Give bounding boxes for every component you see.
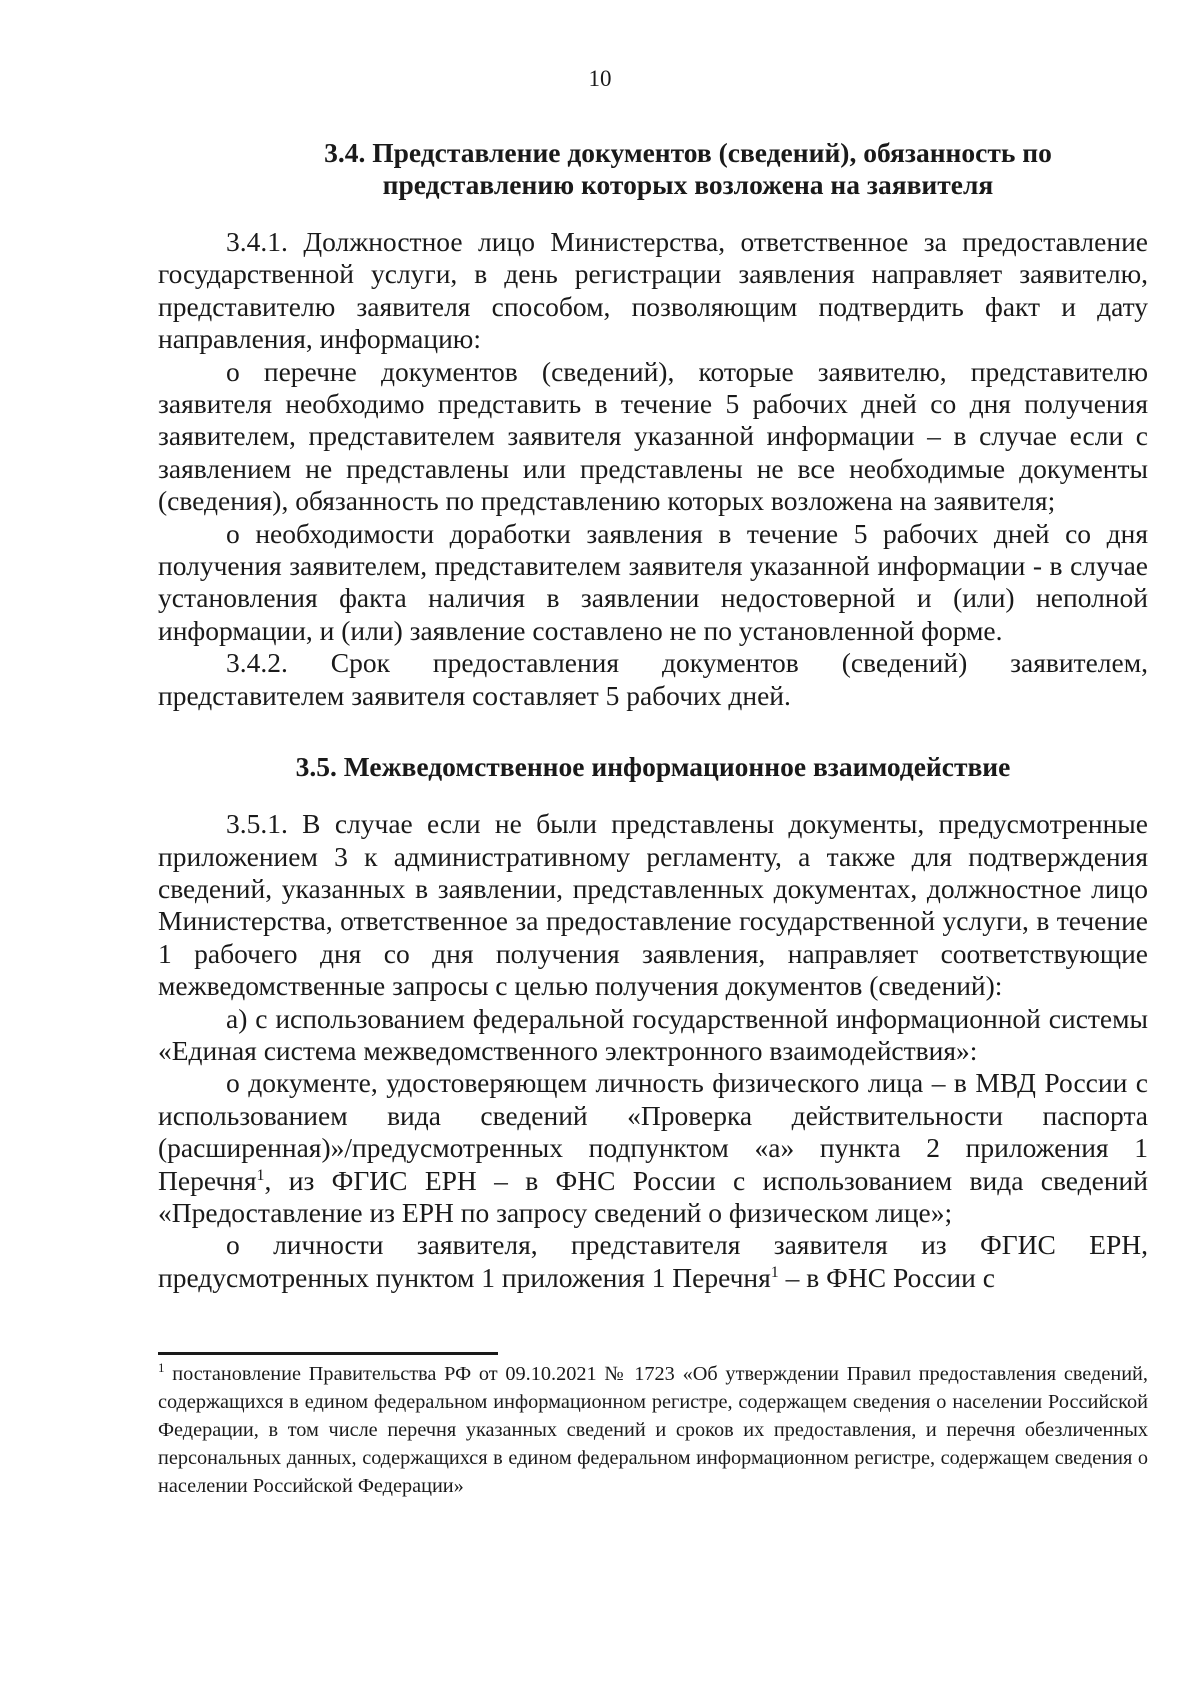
footnote-reference: 1 <box>256 1166 265 1184</box>
paragraph-3-4-1: 3.4.1. Должностное лицо Министерства, ответственное за предоставление государственной услуги, в день регистрации заявления направляет заявителю, представителю заявителя способом, позволяющим подтвердить факт и дату направления, информацию: <box>158 226 1148 355</box>
applicant-identity-text-2: – в ФНС России с <box>778 1261 995 1293</box>
paragraph-smev: а) с использованием федеральной государственной информационной системы «Единая система межведомственного электронного взаимодействия»: <box>158 1002 1148 1066</box>
identity-document-text-2: , из ФГИС ЕРН – в ФНС России с использованием вида сведений «Предоставление из ЕРН по запросу сведений о физическом лице»; <box>158 1164 1148 1228</box>
paragraph-list-documents: о перечне документов (сведений), которые заявителю, представителю заявителя необходимо представить в течение 5 рабочих дней со дня получения заявителем, представителем заявителя указанной информации – в случае если с заявлением не представлены или представлены не все необходимые документы (сведения), обязанность по представлению которых возложена на заявителя; <box>158 355 1148 517</box>
paragraph-applicant-identity <box>158 1229 1148 1294</box>
section-3-5-title: 3.5. Межведомственное информационное взаимодействие <box>295 751 1011 783</box>
section-3-4-title-line2: представлению которых возложена на заявителя <box>382 169 994 200</box>
paragraph-revision: о необходимости доработки заявления в течение 5 рабочих дней со дня получения заявителем, представителем заявителя указанной информации - в случае установления факта наличия в заявлении недостоверной и (или) неполной информации, и (или) заявление составлено не по установленной форме. <box>158 517 1148 646</box>
document-body <box>158 137 1148 1294</box>
footnote-text: постановление Правительства РФ от 09.10.2021 № 1723 «Об утверждении Правил предоставления сведений, содержащихся в едином федеральном информационном регистре, содержащем сведения о населении Российской Федерации, в том числе перечня указанных сведений и сроков их предоставления, и перечня обезличенных персональных данных, содержащихся в едином федеральном информационном регистре, содержащем сведения о населении Российской Федерации» <box>158 1363 1148 1497</box>
section-3-4-title-line1: 3.4. Представление документов (сведений), обязанность по <box>324 137 1052 168</box>
footnote-reference: 1 <box>770 1263 779 1281</box>
applicant-identity-text-1: о личности заявителя, представителя заявителя из ФГИС ЕРН, предусмотренных пунктом 1 приложения 1 Перечня <box>158 1229 1148 1293</box>
paragraph-identity-document <box>158 1067 1148 1229</box>
footnote <box>158 1360 1148 1500</box>
footnote-separator <box>158 1352 498 1355</box>
identity-document-text-1: о документе, удостоверяющем личность физического лица – в МВД России с использованием вида сведений «Проверка действительности паспорта (расширенная)»/предусмотренных подпунктом «а» пункта 2 приложения 1 Перечня <box>158 1067 1148 1196</box>
footnote-mark: 1 <box>158 1360 165 1376</box>
page-number: 10 <box>588 66 612 91</box>
section-3-4-title <box>158 137 1148 201</box>
paragraph-3-5-1: 3.5.1. В случае если не были представлены документы, предусмотренные приложением 3 к административному регламенту, а также для подтверждения сведений, указанных в заявлении, представленных документах, должностное лицо Министерства, ответственное за предоставление государственной услуги, в течение 1 рабочего дня со дня получения заявления, направляет соответствующие межведомственные запросы с целью получения документов (сведений): <box>158 808 1148 1002</box>
paragraph-3-4-2: 3.4.2. Срок предоставления документов (сведений) заявителем, представителем заявителя составляет 5 рабочих дней. <box>158 647 1148 711</box>
